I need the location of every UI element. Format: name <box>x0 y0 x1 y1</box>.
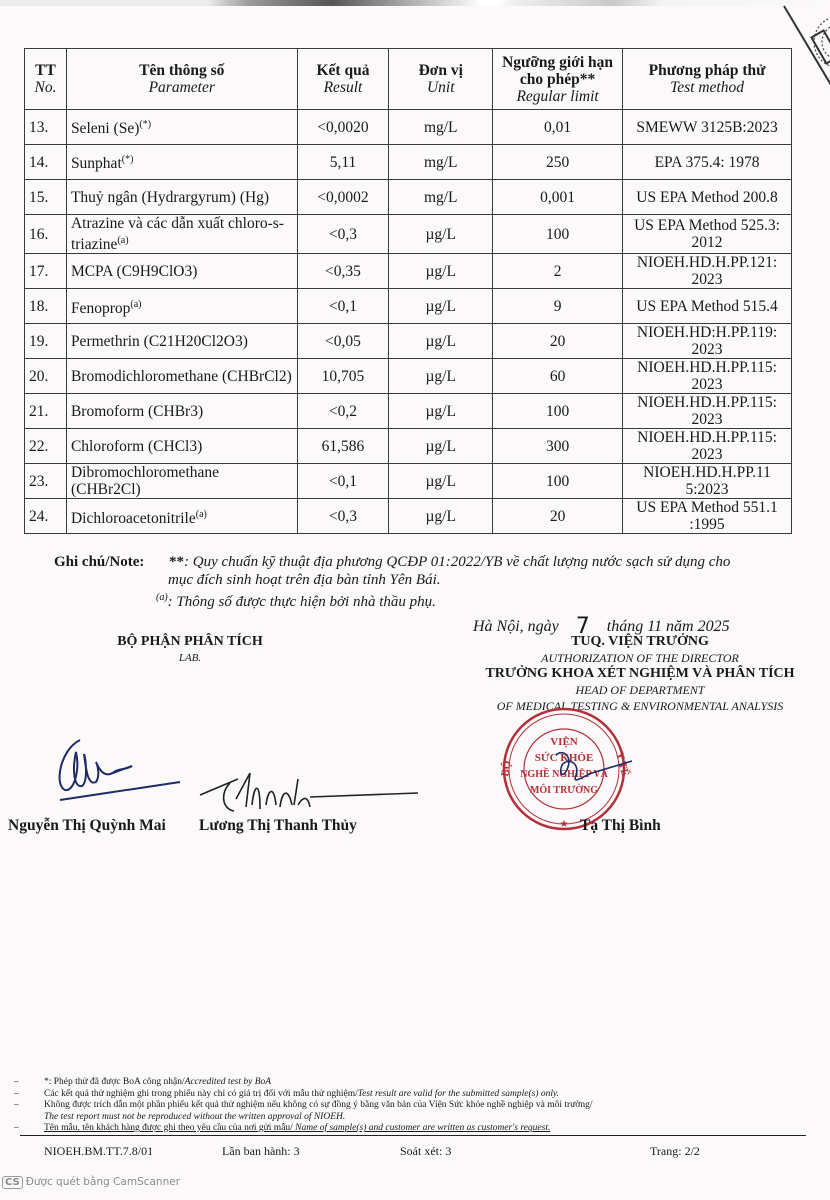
limit-value: 60 <box>549 367 566 385</box>
limit-value: 9 <box>553 297 562 315</box>
result-value: <0,3 <box>328 507 358 525</box>
stamp-line3: NGHỀ NGHIỆP VÀ <box>520 769 608 780</box>
notes-label: Ghi chú/Note: <box>54 554 145 570</box>
table-row <box>25 289 792 324</box>
row-number-cell <box>25 394 67 429</box>
limit-value-cell <box>493 359 623 394</box>
header-no: TT No. <box>25 49 67 110</box>
result-value: <0,1 <box>328 297 358 315</box>
test-method: EPA 375.4: 1978 <box>654 153 760 171</box>
result-value-cell <box>297 359 389 394</box>
authority-line1: TUQ. VIỆN TRƯỞNG <box>571 634 709 649</box>
stamp-star-icon: ★ <box>559 819 569 830</box>
unit-value: µg/L <box>425 437 456 455</box>
limit-value: 100 <box>545 225 570 243</box>
table-row <box>25 499 792 534</box>
signature-analyst2 <box>190 765 420 820</box>
authority-line2: AUTHORIZATION OF THE DIRECTOR <box>541 651 739 665</box>
result-value-cell <box>297 110 389 145</box>
row-number-cell <box>25 429 67 464</box>
test-method-cell <box>623 359 792 394</box>
footer-note-4: – Tên mẫu, tên khách hàng được ghi theo yêu cầu của nơi gửi mẫu/ Name of sample(s) and customer are written as customer's request. <box>14 1123 551 1133</box>
signatory-name-analyst2: Lương Thị Thanh Thủy <box>199 817 357 834</box>
row-number-cell <box>25 289 67 324</box>
row-number-cell <box>25 180 67 215</box>
table-row <box>25 145 792 180</box>
result-value-cell <box>297 394 389 429</box>
unit-value: µg/L <box>425 402 456 420</box>
limit-value: 250 <box>545 153 570 171</box>
header-parameter: Tên thông số Parameter <box>66 49 297 110</box>
unit-value-cell <box>389 110 493 145</box>
limit-value-cell <box>493 394 623 429</box>
unit-value-cell <box>389 215 493 254</box>
unit-value-cell <box>389 180 493 215</box>
table-row <box>25 359 792 394</box>
parameter-name-cell <box>66 254 297 289</box>
table-row <box>25 110 792 145</box>
note-subcontractor: $^{(a)}$: Thông số được thực hiện bởi nhà thầu phụ. <box>156 592 436 610</box>
result-value: <0,35 <box>325 262 361 280</box>
unit-value-cell <box>389 289 493 324</box>
row-number-cell <box>25 254 67 289</box>
parameter-name: Atrazine và các dẫn xuất chloro-s-triazine <box>70 215 284 254</box>
result-value: 10,705 <box>321 367 365 385</box>
row-number-cell <box>25 110 67 145</box>
signatory-name-head: Tạ Thị Bình <box>580 817 661 834</box>
camscanner-watermark: CS Được quét bằng CamScanner <box>2 1176 180 1189</box>
table-row <box>25 215 792 254</box>
parameter-name: Sunphat <box>70 155 122 173</box>
footnote-marker: (a) <box>195 508 207 520</box>
unit-value-cell <box>389 429 493 464</box>
row-number: 16. <box>29 225 49 243</box>
limit-value-cell <box>493 429 623 464</box>
result-value: <0,2 <box>328 402 358 420</box>
test-method-cell <box>623 464 792 499</box>
parameter-name-cell <box>66 180 297 215</box>
unit-value-cell <box>389 254 493 289</box>
row-number-cell <box>25 324 67 359</box>
test-method: NIOEH.HD.H.PP.121: 2023 <box>636 254 778 289</box>
footer-notes <box>14 1077 714 1135</box>
unit-value: µg/L <box>425 332 456 350</box>
table-row <box>25 254 792 289</box>
row-number: 14. <box>29 153 49 171</box>
test-method-cell <box>623 499 792 534</box>
row-number: 22. <box>29 437 49 455</box>
parameter-name-cell <box>66 110 297 145</box>
limit-value: 100 <box>545 472 570 490</box>
row-number: 13. <box>29 118 49 136</box>
test-method: NIOEH.HD.H.PP.115: 2023 <box>637 429 777 464</box>
row-number-cell <box>25 359 67 394</box>
parameter-name: Chloroform (CHCl3) <box>70 437 203 455</box>
row-number-cell <box>25 145 67 180</box>
lab-block <box>100 634 280 666</box>
stamp-line1: VIỆN <box>550 736 578 748</box>
unit-value: µg/L <box>425 367 456 385</box>
header-limit: Ngưỡng giới hạn cho phép** Regular limit <box>493 49 623 110</box>
authority-line4: HEAD OF DEPARTMENT <box>575 683 705 697</box>
limit-value-cell <box>493 215 623 254</box>
row-number: 20. <box>29 367 49 385</box>
footnote-marker: (a) <box>130 298 142 310</box>
limit-value: 20 <box>549 507 566 525</box>
authority-line3: TRƯỞNG KHOA XÉT NGHIỆM VÀ PHÂN TÍCH <box>485 666 795 681</box>
limit-value: 300 <box>545 437 570 455</box>
table-row <box>25 429 792 464</box>
test-method: NIOEH.HD.H.PP.115: 2023 <box>637 359 777 394</box>
parameter-name-cell <box>66 324 297 359</box>
parameter-name: Bromoform (CHBr3) <box>70 402 204 420</box>
form-code: NIOEH.BM.TT.7.8/01 <box>44 1144 154 1158</box>
note-regulation-cont: mục đích sinh hoạt trên địa bàn tỉnh Yên Bái. <box>168 572 441 588</box>
camscanner-logo-icon: CS <box>2 1176 23 1189</box>
parameter-name-cell <box>66 289 297 324</box>
unit-value-cell <box>389 145 493 180</box>
limit-value: 2 <box>553 262 562 280</box>
unit-value: mg/L <box>423 153 458 171</box>
test-method: US EPA Method 551.1 :1995 <box>636 499 778 534</box>
result-value: <0,0020 <box>317 118 369 136</box>
unit-value: µg/L <box>425 262 456 280</box>
signatory-name-analyst1: Nguyễn Thị Quỳnh Mai <box>8 817 166 834</box>
limit-value-cell <box>493 110 623 145</box>
lab-title: BỘ PHẬN PHÂN TÍCH <box>117 634 263 649</box>
parameter-name-cell <box>66 215 297 254</box>
unit-value-cell <box>389 324 493 359</box>
unit-value-cell <box>389 359 493 394</box>
results-table <box>24 48 792 534</box>
stamp-line4: MÔI TRƯỜNG <box>529 785 599 796</box>
row-number: 15. <box>29 188 49 206</box>
test-method: NIOEH.HD.H.PP.115: 2023 <box>637 394 777 429</box>
parameter-name: Thuỷ ngân (Hydrargyrum) (Hg) <box>70 188 270 206</box>
result-value-cell <box>297 464 389 499</box>
stamp-ring-left: BỘ <box>499 759 514 778</box>
result-value-cell <box>297 254 389 289</box>
result-value-cell <box>297 289 389 324</box>
parameter-name-cell <box>66 145 297 180</box>
limit-value: 20 <box>549 332 566 350</box>
parameter-name-cell <box>66 429 297 464</box>
limit-value-cell <box>493 254 623 289</box>
parameter-name-cell <box>66 499 297 534</box>
unit-value: µg/L <box>425 225 456 243</box>
test-method: NIOEH.HD:H.PP.119: 2023 <box>636 324 778 359</box>
unit-value: mg/L <box>423 188 458 206</box>
test-method-cell <box>623 289 792 324</box>
row-number: 18. <box>29 297 49 315</box>
parameter-name: Bromodichloromethane (CHBrCl2) <box>70 367 292 385</box>
limit-value-cell <box>493 180 623 215</box>
result-value: <0,1 <box>328 472 358 490</box>
header-unit: Đơn vị Unit <box>389 49 493 110</box>
unit-value-cell <box>389 394 493 429</box>
limit-value-cell <box>493 145 623 180</box>
header-result: Kết quả Result <box>297 49 389 110</box>
footer-note-2: – Các kết quả thử nghiệm ghi trong phiếu này chỉ có giá trị đối với mẫu thử nghiệm/Test result are valid for the submitted sample(s) only. <box>14 1088 560 1099</box>
test-method: US EPA Method 200.8 <box>636 188 778 206</box>
test-method-cell <box>623 254 792 289</box>
lab-subtitle: LAB. <box>178 652 202 664</box>
handwritten-day: 7 <box>575 614 590 639</box>
row-number-cell <box>25 499 67 534</box>
result-value-cell <box>297 324 389 359</box>
parameter-name: Dibromochloromethane (CHBr2Cl) <box>70 464 220 499</box>
unit-value-cell <box>389 464 493 499</box>
row-number: 17. <box>29 262 49 280</box>
test-method-cell <box>623 324 792 359</box>
footnote-marker: (a) <box>117 235 129 246</box>
parameter-name: Dichloroacetonitrile <box>70 509 196 527</box>
table-row <box>25 464 792 499</box>
official-stamp <box>492 705 642 835</box>
note-regulation: **: Quy chuẩn kỹ thuật địa phương QCĐP 01:2022/YB về chất lượng nước sạch sử dụng cho <box>169 554 731 570</box>
parameter-name: Fenoprop <box>70 299 131 317</box>
unit-value: µg/L <box>425 472 456 490</box>
test-method: NIOEH.HD.H.PP.11 5:2023 <box>643 464 771 499</box>
test-method-cell <box>623 145 792 180</box>
form-page: Trang: 2/2 <box>650 1144 700 1158</box>
table-header-row <box>25 49 792 110</box>
unit-value: µg/L <box>425 507 456 525</box>
row-number: 23. <box>29 472 49 490</box>
test-method-cell <box>623 215 792 254</box>
row-number: 24. <box>29 507 49 525</box>
parameter-name-cell <box>66 464 297 499</box>
result-value-cell <box>297 429 389 464</box>
row-number: 21. <box>29 402 49 420</box>
limit-value-cell <box>493 464 623 499</box>
authority-block <box>460 634 820 714</box>
stamp-ring-right: Y TẾ <box>613 750 632 778</box>
parameter-name: Permethrin (C21H20Cl2O3) <box>70 332 248 350</box>
header-method: Phương pháp thử Test method <box>623 49 792 110</box>
result-value: 61,586 <box>321 437 365 455</box>
scan-edge-artifact <box>0 0 830 6</box>
footnote-marker: (*) <box>139 119 152 131</box>
test-method: US EPA Method 525.3: 2012 <box>634 217 780 252</box>
test-method-cell <box>623 180 792 215</box>
limit-value: 100 <box>545 402 570 420</box>
result-value: <0,05 <box>325 332 361 350</box>
limit-value-cell <box>493 324 623 359</box>
test-method-cell <box>623 110 792 145</box>
limit-value-cell <box>493 499 623 534</box>
table-row <box>25 394 792 429</box>
test-method-cell <box>623 394 792 429</box>
footnote-marker: (*) <box>121 154 134 166</box>
issue-date: Hà Nội, ngày 7 tháng 11 năm 2025 <box>473 614 730 639</box>
form-review: Soát xét: 3 <box>400 1144 452 1158</box>
footer-note-3: – Không được trích dẫn một phần phiếu kết quả thử nghiệm nếu không có sự đồng ý bằng văn bản của Viện Sức khỏe nghề nghiệp và môi trường/ The test report must not be reproduced without the written approval of NIOEH. <box>14 1100 593 1122</box>
parameter-name-cell <box>66 394 297 429</box>
form-issue: Lần ban hành: 3 <box>222 1144 300 1158</box>
limit-value: 0,01 <box>544 118 572 136</box>
result-value-cell <box>297 145 389 180</box>
row-number-cell <box>25 464 67 499</box>
row-number-cell <box>25 215 67 254</box>
result-value-cell <box>297 499 389 534</box>
result-value: 5,11 <box>329 153 357 171</box>
unit-value-cell <box>389 499 493 534</box>
result-value-cell <box>297 180 389 215</box>
table-row <box>25 180 792 215</box>
result-value: <0,3 <box>328 225 358 243</box>
parameter-name-cell <box>66 359 297 394</box>
limit-value: 0,001 <box>540 188 575 206</box>
test-method: SMEWW 3125B:2023 <box>636 118 778 136</box>
parameter-name: MCPA (C9H9ClO3) <box>70 262 198 280</box>
row-number: 19. <box>29 332 49 350</box>
stamp-line2: SỨC KHỎE <box>534 752 594 764</box>
unit-value: mg/L <box>423 118 458 136</box>
authority-line5: OF MEDICAL TESTING & ENVIRONMENTAL ANALYSIS <box>496 699 784 713</box>
parameter-name: Seleni (Se) <box>70 120 140 138</box>
footer-note-1: – *: Phép thử đã được BoA công nhận/Accredited test by BoA <box>14 1077 272 1087</box>
test-method: US EPA Method 515.4 <box>636 297 778 315</box>
result-value-cell <box>297 215 389 254</box>
unit-value: µg/L <box>425 297 456 315</box>
test-method-cell <box>623 429 792 464</box>
footer-divider <box>20 1135 806 1136</box>
table-row <box>25 324 792 359</box>
result-value: <0,0002 <box>317 188 369 206</box>
signature-analyst1 <box>40 730 190 820</box>
limit-value-cell <box>493 289 623 324</box>
